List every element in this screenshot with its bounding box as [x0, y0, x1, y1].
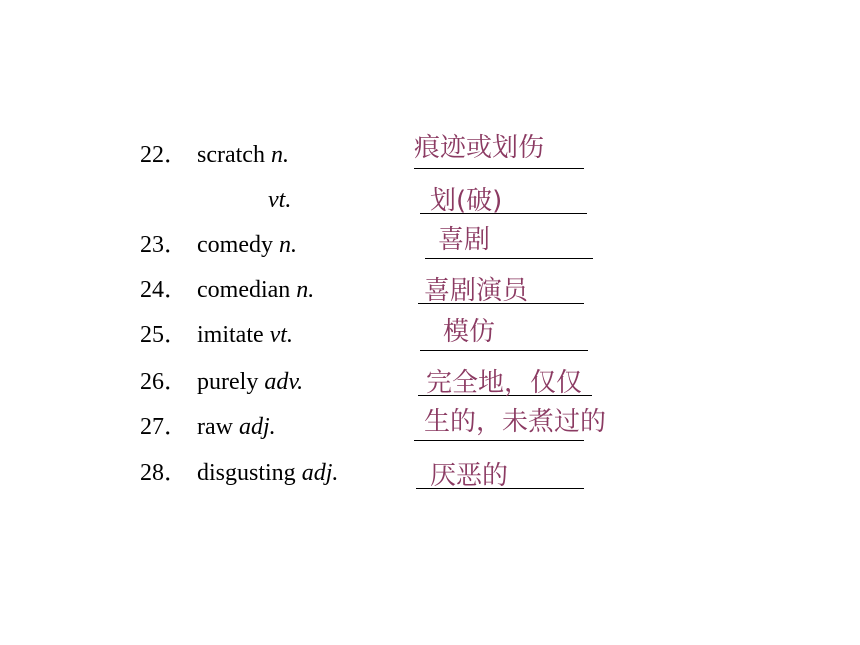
vocab-word [197, 140, 289, 170]
part-of-speech: adv. [264, 369, 304, 395]
vocab-row-25 [0, 317, 860, 360]
word-text: comedian [197, 277, 297, 303]
vocab-row-27 [0, 407, 860, 452]
answer-text: 划(破) [430, 186, 503, 216]
vocab-word [197, 412, 276, 442]
word-text: comedy [197, 232, 279, 258]
item-number: 26． [140, 369, 188, 395]
part-of-speech: n. [296, 277, 315, 303]
answer-text: 喜剧演员 [424, 276, 529, 306]
vocab-word [197, 458, 338, 488]
part-of-speech: adj. [301, 460, 339, 486]
item-number: 27． [140, 414, 188, 440]
part-of-speech: vt. [269, 322, 293, 348]
item-number: 24． [140, 277, 188, 303]
vocab-word [197, 320, 293, 350]
answer-text: 厌恶的 [430, 461, 509, 491]
item-number: 25． [140, 322, 188, 348]
word-text: raw [197, 414, 239, 440]
word-text: disgusting [197, 460, 302, 486]
item-number: 28． [140, 460, 188, 486]
answer-text: 模仿 [443, 317, 496, 347]
answer-blank [414, 440, 584, 441]
vocab-word [268, 185, 291, 215]
word-text: purely [197, 369, 265, 395]
item-number: 23． [140, 232, 188, 258]
answer-text: 完全地，仅仅 [426, 368, 583, 398]
vocab-row-28 [0, 458, 860, 498]
part-of-speech: adj. [238, 414, 276, 440]
vocab-word [197, 367, 303, 397]
part-of-speech: n. [278, 232, 297, 258]
answer-text: 生的，未煮过的 [424, 407, 607, 437]
vocab-row-24 [0, 275, 860, 315]
vocab-word [197, 230, 297, 260]
part-of-speech: n. [270, 142, 289, 168]
answer-blank [414, 168, 584, 169]
vocab-row-26 [0, 367, 860, 407]
vocab-word [197, 275, 314, 305]
answer-blank [420, 350, 588, 351]
item-number: 22． [140, 142, 188, 168]
vocab-row-22-vt [0, 185, 860, 225]
answer-blank [425, 258, 593, 259]
word-text: scratch [197, 142, 271, 168]
vocab-row-22 [0, 133, 860, 180]
part-of-speech: vt. [268, 187, 292, 213]
answer-text: 喜剧 [438, 225, 491, 255]
answer-text: 痕迹或划伤 [414, 133, 545, 163]
word-text: imitate [197, 322, 270, 348]
vocab-row-23 [0, 225, 860, 270]
